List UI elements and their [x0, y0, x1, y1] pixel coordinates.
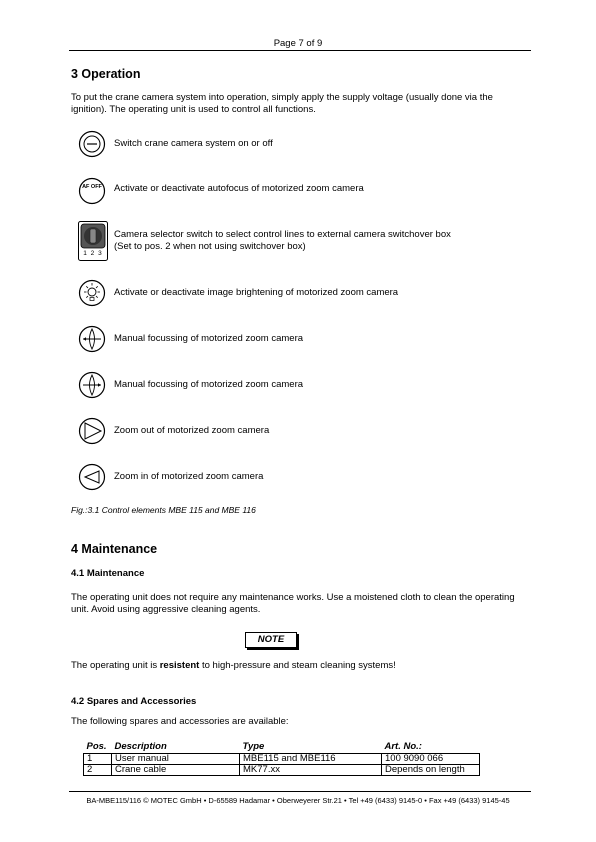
table-header-row	[84, 741, 480, 754]
control-selector-text2: (Set to pos. 2 when not using switchover box)	[114, 241, 306, 252]
control-focus-near-text: Manual focussing of motorized zoom camera	[114, 333, 304, 344]
table-cell: MBE115 and MBE116	[240, 754, 382, 765]
table-cell: User manual	[112, 754, 240, 765]
control-brightness-text: Activate or deactivate image brightening of motorized zoom camera	[114, 287, 399, 298]
section-4-1-heading: 4.1 Maintenance	[71, 568, 145, 579]
section-4-2-text: The following spares and accessories are available:	[71, 716, 289, 727]
focus-near-icon	[78, 325, 106, 353]
note-label: NOTE	[245, 632, 297, 648]
control-af-text: Activate or deactivate autofocus of motorized zoom camera	[114, 183, 364, 194]
note-bold-word: resistent	[159, 660, 200, 671]
section-3-intro: To put the crane camera system into operation, simply apply the supply voltage (usually done via the ignition). The operating unit is used to control all functions.	[71, 92, 493, 115]
figure-caption: Fig.:3.1 Control elements MBE 115 and MBE 116	[71, 505, 256, 515]
footer-text: BA-MBE115/116 © MOTEC GmbH • D-65589 Hadamar • Oberweyerer Str.21 • Tel +49 (6433) 9145-0 • Fax +49 (6433) 9145-45	[86, 796, 510, 805]
zoom-in-icon	[78, 463, 106, 491]
section-4-2-heading: 4.2 Spares and Accessories	[71, 696, 197, 707]
spares-table	[83, 741, 480, 776]
table-cell: MK77.xx	[240, 765, 382, 776]
control-selector-text: Camera selector switch to select control lines to external camera switchover box	[114, 229, 451, 240]
table-cell: 100 9090 066	[382, 754, 480, 765]
table-cell: Depends on length	[382, 765, 480, 776]
section-4-heading: 4 Maintenance	[71, 542, 158, 556]
table-row	[84, 765, 480, 776]
table-cell: Crane cable	[112, 765, 240, 776]
note-text: The operating unit is resistent to high-pressure and steam cleaning systems!	[71, 660, 396, 671]
header-rule	[69, 50, 531, 51]
footer-rule	[69, 791, 531, 792]
table-header-pos: Pos.	[86, 741, 107, 752]
focus-far-icon	[78, 371, 106, 399]
brightness-icon	[78, 279, 106, 307]
camera-selector-switch-icon	[78, 221, 108, 261]
control-zoom-in-text: Zoom in of motorized zoom camera	[114, 471, 264, 482]
power-switch-icon	[78, 130, 106, 158]
af-off-icon	[78, 177, 106, 205]
table-header-description: Description	[114, 741, 167, 752]
af-off-label: AF OFF	[82, 184, 102, 190]
zoom-out-icon	[78, 417, 106, 445]
page-number: Page 7 of 9	[273, 38, 323, 49]
section-4-1-text: The operating unit does not require any maintenance works. Use a moistened cloth to clean the operating unit. Avoid using aggressive cleaning agents.	[71, 592, 515, 615]
table-cell: 1	[84, 754, 112, 765]
control-power-text: Switch crane camera system on or off	[114, 138, 273, 149]
selector-positions: 1 2 3	[83, 250, 103, 257]
table-header-type: Type	[242, 741, 265, 752]
table-row	[84, 754, 480, 765]
section-3-heading: 3 Operation	[71, 67, 141, 81]
control-focus-far-text: Manual focussing of motorized zoom camera	[114, 379, 304, 390]
table-cell: 2	[84, 765, 112, 776]
table-header-art-no: Art. No.:	[384, 741, 422, 752]
control-zoom-out-text: Zoom out of motorized zoom camera	[114, 425, 270, 436]
